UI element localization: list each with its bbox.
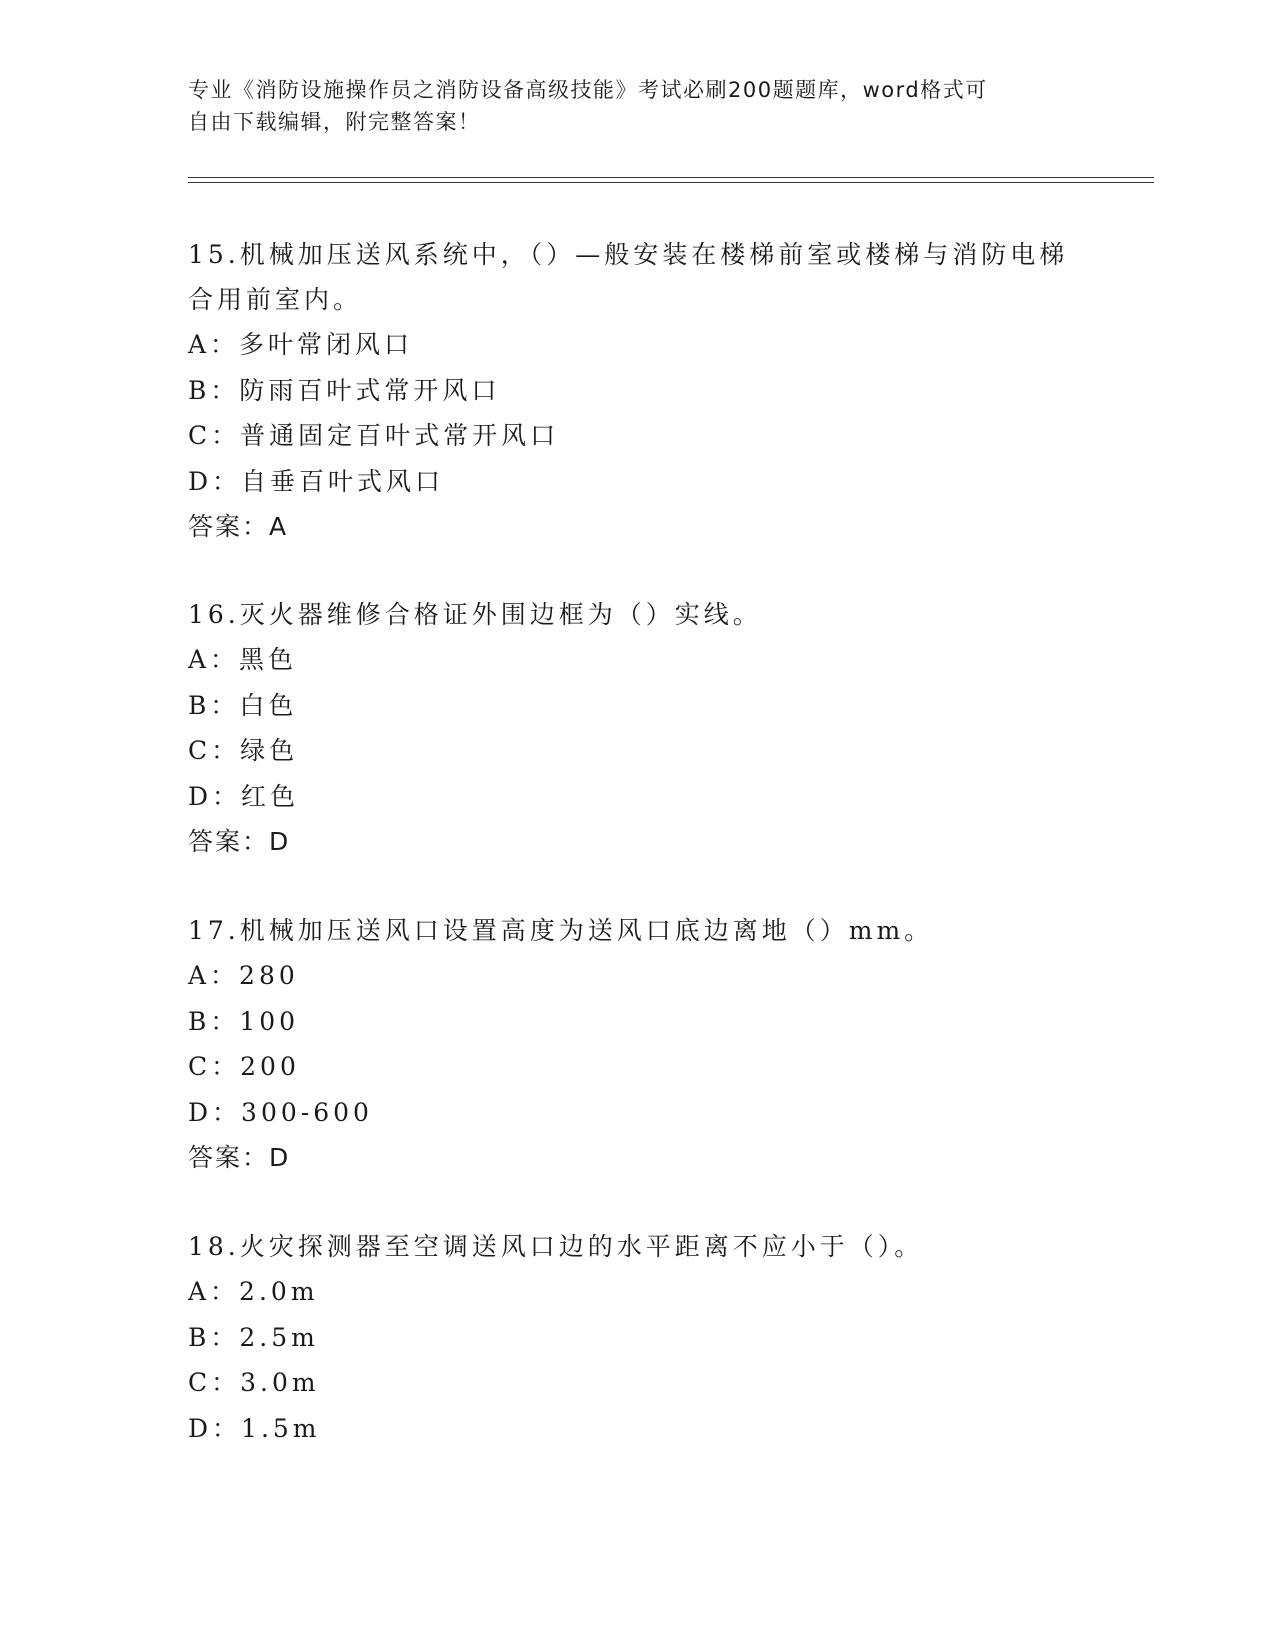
answer: 答案：D [188,1143,291,1172]
option-c: C：3.0m [188,1368,320,1397]
option-b: B：100 [188,1006,300,1036]
option-b: B：白色 [188,690,298,720]
answer: 答案：A [188,512,289,541]
option-b: B：2.5m [188,1322,319,1352]
header-line-2: 自由下载编辑，附完整答案！ [188,110,481,134]
option-d: D：1.5m [188,1413,321,1443]
option-d: D：红色 [188,781,300,811]
option-a: A：多叶常闭风口 [188,330,414,359]
question-text-cont: 合用前室内。 [188,285,363,314]
question-16 [188,592,1088,864]
answer: 答案：D [188,827,291,856]
option-d: D：300-600 [188,1097,373,1127]
question-text: 17.机械加压送风口设置高度为送风口底边离地（）mm。 [188,916,934,945]
option-b: B：防雨百叶式常开风口 [188,375,501,405]
question-text: 15.机械加压送风系统中，（）—般安装在楼梯前室或楼梯与消防电梯 [188,240,1069,269]
question-text: 16.灭火器维修合格证外围边框为（）实线。 [188,600,762,629]
header-divider-top [188,177,1154,178]
option-a: A：黑色 [188,645,298,674]
document-header [188,74,1068,138]
question-15 [188,232,1088,549]
option-c: C：200 [188,1052,300,1081]
option-c: C：绿色 [188,736,299,765]
option-c: C：普通固定百叶式常开风口 [188,421,560,450]
header-line-1: 专业《消防设施操作员之消防设备高级技能》考试必刷200题题库，word格式可 [188,78,988,102]
option-a: A：2.0m [188,1277,319,1306]
question-text: 18.火灾探测器至空调送风口边的水平距离不应小于（）。 [188,1232,924,1261]
question-18 [188,1224,1088,1451]
header-divider-bottom [188,182,1154,183]
option-a: A：280 [188,961,299,990]
option-d: D：自垂百叶式风口 [188,466,445,496]
question-17 [188,908,1088,1180]
